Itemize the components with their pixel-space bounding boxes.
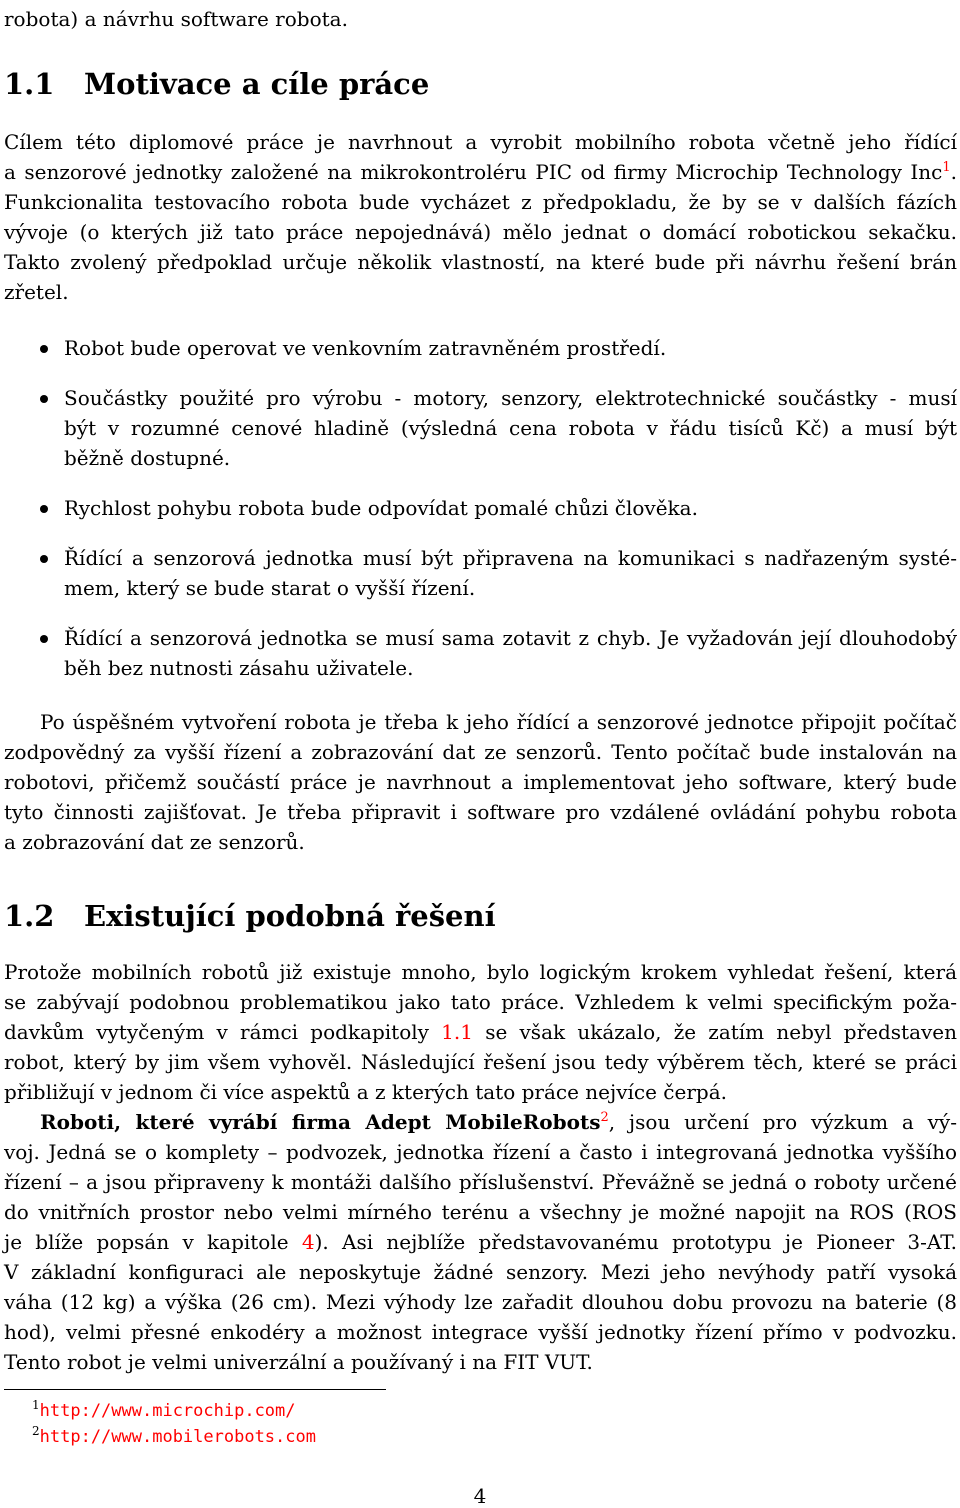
- text-line: do vnitřních prostor nebo velmi mírného terénu a všechny je možné napojit na ROS (ROS: [4, 1200, 957, 1224]
- chapter-ref-link[interactable]: 4: [301, 1230, 315, 1254]
- section-heading-1-2: [4, 896, 496, 936]
- text-line: mem, který se bude starat o vyšší řízení.: [64, 576, 476, 600]
- list-item: [4, 383, 957, 473]
- closing-paragraph: [4, 707, 957, 857]
- page-number: 4: [473, 1484, 487, 1508]
- bullet-icon: [40, 345, 48, 353]
- section-title: Existující podobná řešení: [84, 899, 496, 933]
- text-line: Robot bude operovat ve venkovním zatravněném prostředí.: [64, 336, 667, 360]
- bold-lead: Roboti, které vyrábí firma Adept MobileRobots: [40, 1110, 601, 1134]
- text-span: ). Asi nejblíže představovanému prototypu je Pioneer 3-AT.: [314, 1230, 958, 1254]
- text-line: běh bez nutnosti zásahu uživatele.: [64, 656, 414, 680]
- text-line: řízení – a jsou připraveny k montáži dalšího příslušenství. Převážně se jedná o roboty určené: [4, 1170, 957, 1194]
- section-heading-1-1: [4, 64, 429, 104]
- requirements-list: [4, 333, 957, 683]
- text-span: je blíže popsán v kapitole: [4, 1230, 289, 1254]
- adept-paragraph: [4, 1107, 957, 1377]
- text-line: zodpovědný za vyšší řízení a zobrazování dat ze senzorů. Tento počítač bude instalován na: [4, 740, 957, 764]
- text-line: Takto zvolený předpoklad určuje několik vlastností, na které bude při návrhu řešení brán: [4, 250, 957, 274]
- text-line: se zabývají podobnou problematikou jako tato práce. Vzhledem k velmi specifickým poža-: [4, 990, 957, 1014]
- section-ref-link[interactable]: 1.1: [441, 1020, 473, 1044]
- text-line: robotovi, přičemž součástí práce je navrhnout a implementovat jeho software, který bude: [4, 770, 957, 794]
- text-line: Rychlost pohybu robota bude odpovídat pomalé chůzi člověka.: [64, 496, 698, 520]
- text-line: Tento robot je velmi univerzální a používaný i na FIT VUT.: [4, 1350, 593, 1374]
- text-line: Řídící a senzorová jednotka musí být připravena na komunikaci s nadřazeným systé-: [64, 546, 957, 570]
- text-span: davkům vytyčeným v rámci podkapitoly: [4, 1020, 429, 1044]
- text-line: být v rozumné cenové hladině (výsledná cena robota v řádu tisíců Kč) a musí být: [64, 416, 957, 440]
- text-line: [4, 1017, 957, 1047]
- text-line: přibližují v jednom či více aspektů a z kterých tato práce nejvíce čerpá.: [4, 1080, 727, 1104]
- text-line: tyto činnosti zajišťovat. Je třeba připravit i software pro vzdálené ovládání pohybu robota: [4, 800, 957, 824]
- footnote-url-link[interactable]: http://www.mobilerobots.com: [39, 1427, 316, 1447]
- text-line: [4, 1227, 957, 1257]
- footnote-mark: 2: [32, 1424, 40, 1438]
- footnote-1: [32, 1397, 316, 1423]
- list-item: [4, 543, 957, 603]
- text-span: a senzorové jednotky založené na mikrokontroléru PIC od firmy Microchip Technology Inc: [4, 160, 943, 184]
- footnote-mark: 1: [32, 1398, 40, 1412]
- text-line: běžně dostupné.: [64, 446, 231, 470]
- text-line: [4, 157, 957, 187]
- text-line: a zobrazování dat ze senzorů.: [4, 830, 305, 854]
- text-line: Funkcionalita testovacího robota bude vycházet z předpokladu, že by se v dalších fázích: [4, 190, 957, 214]
- existing-solutions-paragraph: [4, 957, 957, 1107]
- text-line: robot, který by jim všem vyhověl. Následující řešení jsou tedy výběrem těch, které se práci: [4, 1050, 957, 1074]
- section-number: 1.2: [4, 899, 55, 933]
- text-line: V základní konfiguraci ale neposkytuje žádné senzory. Mezi jeho nevýhody patří vysoká: [4, 1260, 957, 1284]
- footnotes: [32, 1397, 316, 1449]
- text-line: váha (12 kg) a výška (26 cm). Mezi výhody lze zařadit dlouhou dobu provozu na baterie (8: [4, 1290, 957, 1314]
- bullet-icon: [40, 395, 48, 403]
- text-line: hod), velmi přesné enkodéry a možnost integrace vyšší jednotky řízení přímo v podvozku.: [4, 1320, 957, 1344]
- footnote-ref-1[interactable]: 1: [942, 160, 951, 175]
- list-item: [4, 333, 957, 363]
- period: .: [950, 160, 957, 184]
- text-line: Cílem této diplomové práce je navrhnout a vyrobit mobilního robota včetně jeho řídící: [4, 130, 957, 154]
- section-number: 1.1: [4, 67, 55, 101]
- text-line: Řídící a senzorová jednotka se musí sama zotavit z chyb. Je vyžadován její dlouhodobý: [64, 626, 957, 650]
- list-item: [4, 623, 957, 683]
- footnote-2: [32, 1423, 316, 1449]
- bullet-icon: [40, 635, 48, 643]
- text-span: , jsou určení pro výzkum a vý-: [608, 1110, 957, 1134]
- text-line: voj. Jedná se o komplety – podvozek, jednotka řízení a často i integrovaná jednotka vyššího: [4, 1140, 957, 1164]
- text-line: [4, 1107, 957, 1137]
- text-span: se však ukázalo, že zatím nebyl představen: [485, 1020, 958, 1044]
- bullet-icon: [40, 555, 48, 563]
- bullet-icon: [40, 505, 48, 513]
- section-title: Motivace a cíle práce: [84, 67, 430, 101]
- text-line: Protože mobilních robotů již existuje mnoho, bylo logickým krokem vyhledat řešení, která: [4, 960, 957, 984]
- footnote-url-link[interactable]: http://www.microchip.com/: [39, 1401, 296, 1421]
- top-fragment: robota) a návrhu software robota.: [4, 7, 348, 31]
- text-line: Po úspěšném vytvoření robota je třeba k jeho řídící a senzorové jednotce připojit počítač: [40, 710, 957, 734]
- footnote-separator: [4, 1389, 386, 1390]
- text-line: Součástky použité pro výrobu - motory, senzory, elektrotechnické součástky - musí: [64, 386, 957, 410]
- text-line: vývoje (o kterých již tato práce nepojednává) mělo jednat o domácí robotickou sekačku.: [4, 220, 957, 244]
- footnote-ref-2[interactable]: 2: [600, 1110, 609, 1125]
- motivation-paragraph: [4, 127, 957, 307]
- text-line: zřetel.: [4, 280, 69, 304]
- list-item: [4, 493, 957, 523]
